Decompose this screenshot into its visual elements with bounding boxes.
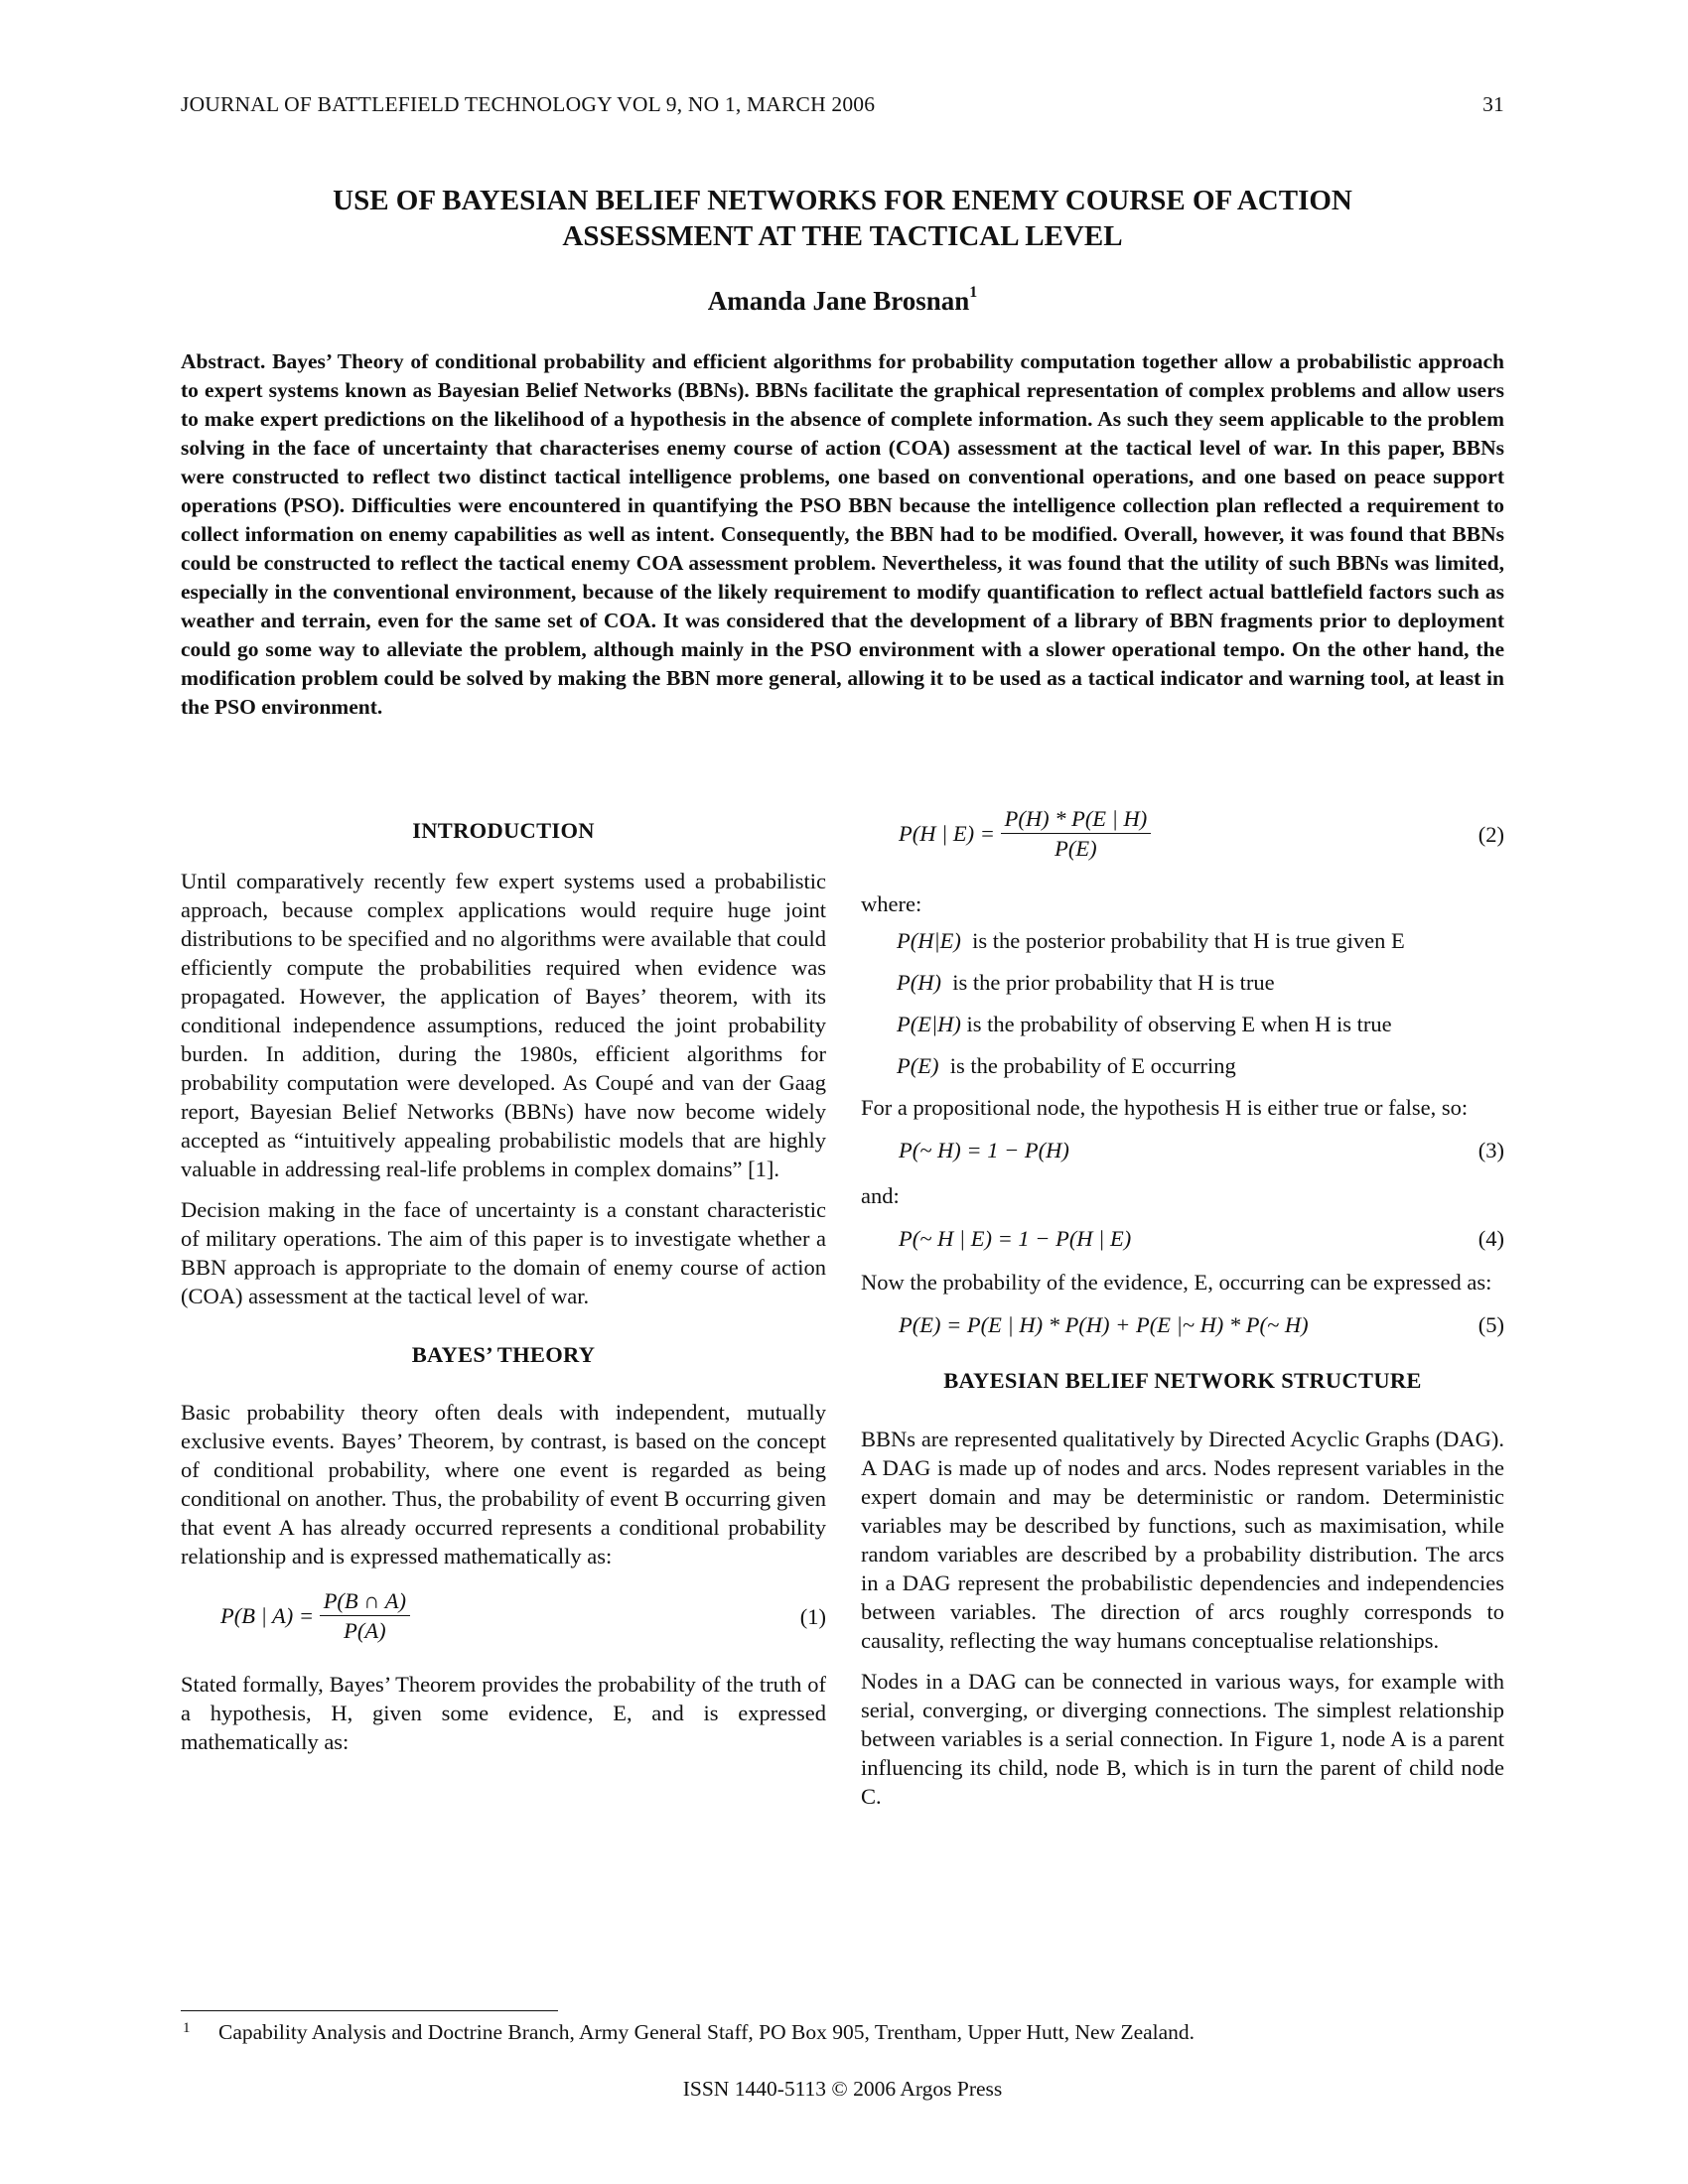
page-number: 31 — [1482, 92, 1504, 116]
footnote-divider — [181, 2010, 558, 2011]
equation-2-lhs: P(H | E) = — [899, 821, 995, 846]
equation-3 — [861, 1136, 1504, 1167]
paper-title — [181, 183, 1504, 254]
and-label: and: — [861, 1183, 900, 1208]
equation-5-body: P(E) = P(E | H) * P(H) + P(E |~ H) * P(~ H) — [899, 1312, 1309, 1337]
introduction-paragraph-2: Decision making in the face of uncertainty is a constant characteristic of military operations. The aim of this paper is to investigate whether a BBN approach is appropriate to the domain of enemy course of action (COA) assessment at the tactical level of war. — [181, 1197, 826, 1308]
equation-1-denominator: P(A) — [344, 1618, 386, 1643]
equation-2-denominator: P(E) — [1055, 836, 1097, 861]
bayes-theory-heading: BAYES’ THEORY — [411, 1342, 596, 1367]
equation-4-label: (4) — [1477, 1226, 1504, 1251]
introduction-paragraph-1: Until comparatively recently few expert systems used a probabilistic approach, because complex applications would require huge joint distributions to be specified and no algorithms were available that could efficiently compute the probabilities required when evidence was propagated. However, the application of Bayes’ theorem, with its conditional independence assumptions, reduced the joint probability burden. In addition, during the 1980s, efficient algorithms for probability computation were developed. As Coupé and van der Gaag report, Bayesian Belief Networks (BBNs) have now become widely accepted as “intuitively appealing probabilistic models that are highly valuable in addressing real-life problems in complex domains” [1]. — [181, 869, 826, 1181]
bayes-paragraph-1: Basic probability theory often deals with independent, mutually exclusive events. Bayes’ Theorem, by contrast, is based on the concept of conditional probability, where one event is regarded as being conditional on another. Thus, the probability of event B occurring given that event A has already occurred represents a conditional probability relationship and is expressed mathematically as: — [181, 1400, 826, 1569]
equation-3-label: (3) — [1477, 1138, 1504, 1162]
title-line-1: USE OF BAYESIAN BELIEF NETWORKS FOR ENEMY COURSE OF ACTION — [333, 185, 1352, 216]
propositional-node-paragraph: For a propositional node, the hypothesis H is either true or false, so: — [861, 1095, 1469, 1120]
equation-4 — [861, 1224, 1504, 1256]
definition-item: P(E) is the probability of E occurring — [897, 1053, 1236, 1078]
bbn-paragraph-1: BBNs are represented qualitatively by Directed Acyclic Graphs (DAG). A DAG is made up of nodes and arcs. Nodes represent variables in the expert domain and may be deterministic or random. Deterministic variables may be described by functions, such as maximisation, while random variables are described by a probability distribution. The arcs in a DAG represent the probabilistic dependencies and independencies between variables. The direction of arcs roughly corresponds to causality, reflecting the way humans conceptualise relationships. — [861, 1427, 1504, 1653]
footnote-text: Capability Analysis and Doctrine Branch, Army General Staff, PO Box 905, Trentham, Upper Hutt, New Zealand. — [218, 2020, 1196, 2044]
equation-1 — [181, 1586, 826, 1648]
definition-item: P(H) is the prior probability that H is true — [897, 970, 1275, 995]
equation-5 — [861, 1310, 1504, 1342]
journal-name: JOURNAL OF BATTLEFIELD TECHNOLOGY VOL 9, NO 1, MARCH 2006 — [181, 92, 876, 116]
equation-2 — [861, 804, 1504, 866]
equation-2-numerator: P(H) * P(E | H) — [1001, 804, 1152, 834]
equation-3-body: P(~ H) = 1 − P(H) — [899, 1138, 1069, 1162]
footnote-mark: 1 — [183, 2020, 191, 2036]
evidence-probability-paragraph: Now the probability of the evidence, E, occurring can be expressed as: — [861, 1270, 1492, 1295]
equation-4-body: P(~ H | E) = 1 − P(H | E) — [899, 1226, 1132, 1251]
equation-5-label: (5) — [1477, 1312, 1504, 1337]
where-label: where: — [861, 891, 922, 916]
equation-2-fraction — [1001, 804, 1152, 863]
page-footer: ISSN 1440-5113 © 2006 Argos Press — [682, 2077, 1003, 2101]
author-footnote-mark: 1 — [969, 284, 978, 301]
introduction-heading: INTRODUCTION — [412, 818, 595, 843]
equation-1-label: (1) — [799, 1604, 826, 1629]
right-column — [861, 804, 1504, 1811]
equation-2-label: (2) — [1477, 822, 1504, 847]
abstract: Abstract. Bayes’ Theory of conditional probability and efficient algorithms for probability computation together allow a probabilistic approach to expert systems known as Bayesian Belief Networks (BBNs). BBNs facilitate the graphical representation of complex problems and allow users to make expert predictions on the likelihood of a hypothesis in the absence of complete information. As such they seem applicable to the problem solving in the face of uncertainty that characterises enemy course of action (COA) assessment at the tactical level of war. In this paper, BBNs were constructed to reflect two distinct tactical intelligence problems, one based on conventional operations, and one based on peace support operations (PSO). Difficulties were encountered in quantifying the PSO BBN because the intelligence collection plan reflected a requirement to collect information on enemy capabilities as well as intent. Consequently, the BBN had to be modified. Overall, however, it was found that BBNs could be constructed to reflect the tactical enemy COA assessment problem. Nevertheless, it was found that the utility of such BBNs was limited, especially in the conventional environment, because of the likely requirement to modify quantification to reflect actual battlefield factors such as weather and terrain, even for the same set of COA. It was considered that the development of a library of BBN fragments prior to deployment could go some way to alleviate the problem, although mainly in the PSO environment with a slower operational tempo. On the other hand, the modification problem could be solved by making the BBN more general, allowing it to be used as a tactical indicator and warning tool, at least in the PSO environment. — [181, 349, 1504, 719]
author — [181, 286, 1504, 317]
footnote — [181, 2018, 1504, 2046]
bbn-paragraph-2: Nodes in a DAG can be connected in various ways, for example with serial, converging, or diverging connections. The simplest relationship between variables is a serial connection. In Figure 1, node A is a parent influencing its child, node B, which is in turn the parent of child node C. — [861, 1669, 1504, 1809]
author-name: Amanda Jane Brosnan — [707, 286, 970, 316]
definition-item: P(H|E) is the posterior probability that H is true given E — [897, 928, 1405, 953]
definition-item: P(E|H) is the probability of observing E when H is true — [897, 1012, 1392, 1036]
left-column — [181, 816, 826, 1756]
definition-list — [897, 926, 1504, 1080]
bbn-structure-heading: BAYESIAN BELIEF NETWORK STRUCTURE — [943, 1368, 1422, 1393]
equation-1-numerator: P(B ∩ A) — [320, 1586, 410, 1616]
title-line-2: ASSESSMENT AT THE TACTICAL LEVEL — [562, 220, 1123, 252]
bayes-paragraph-2: Stated formally, Bayes’ Theorem provides the probability of the truth of a hypothesis, H, given some evidence, E, and is expressed mathematically as: — [181, 1672, 826, 1754]
equation-1-lhs: P(B | A) = — [220, 1603, 315, 1628]
equation-1-fraction — [320, 1586, 410, 1645]
